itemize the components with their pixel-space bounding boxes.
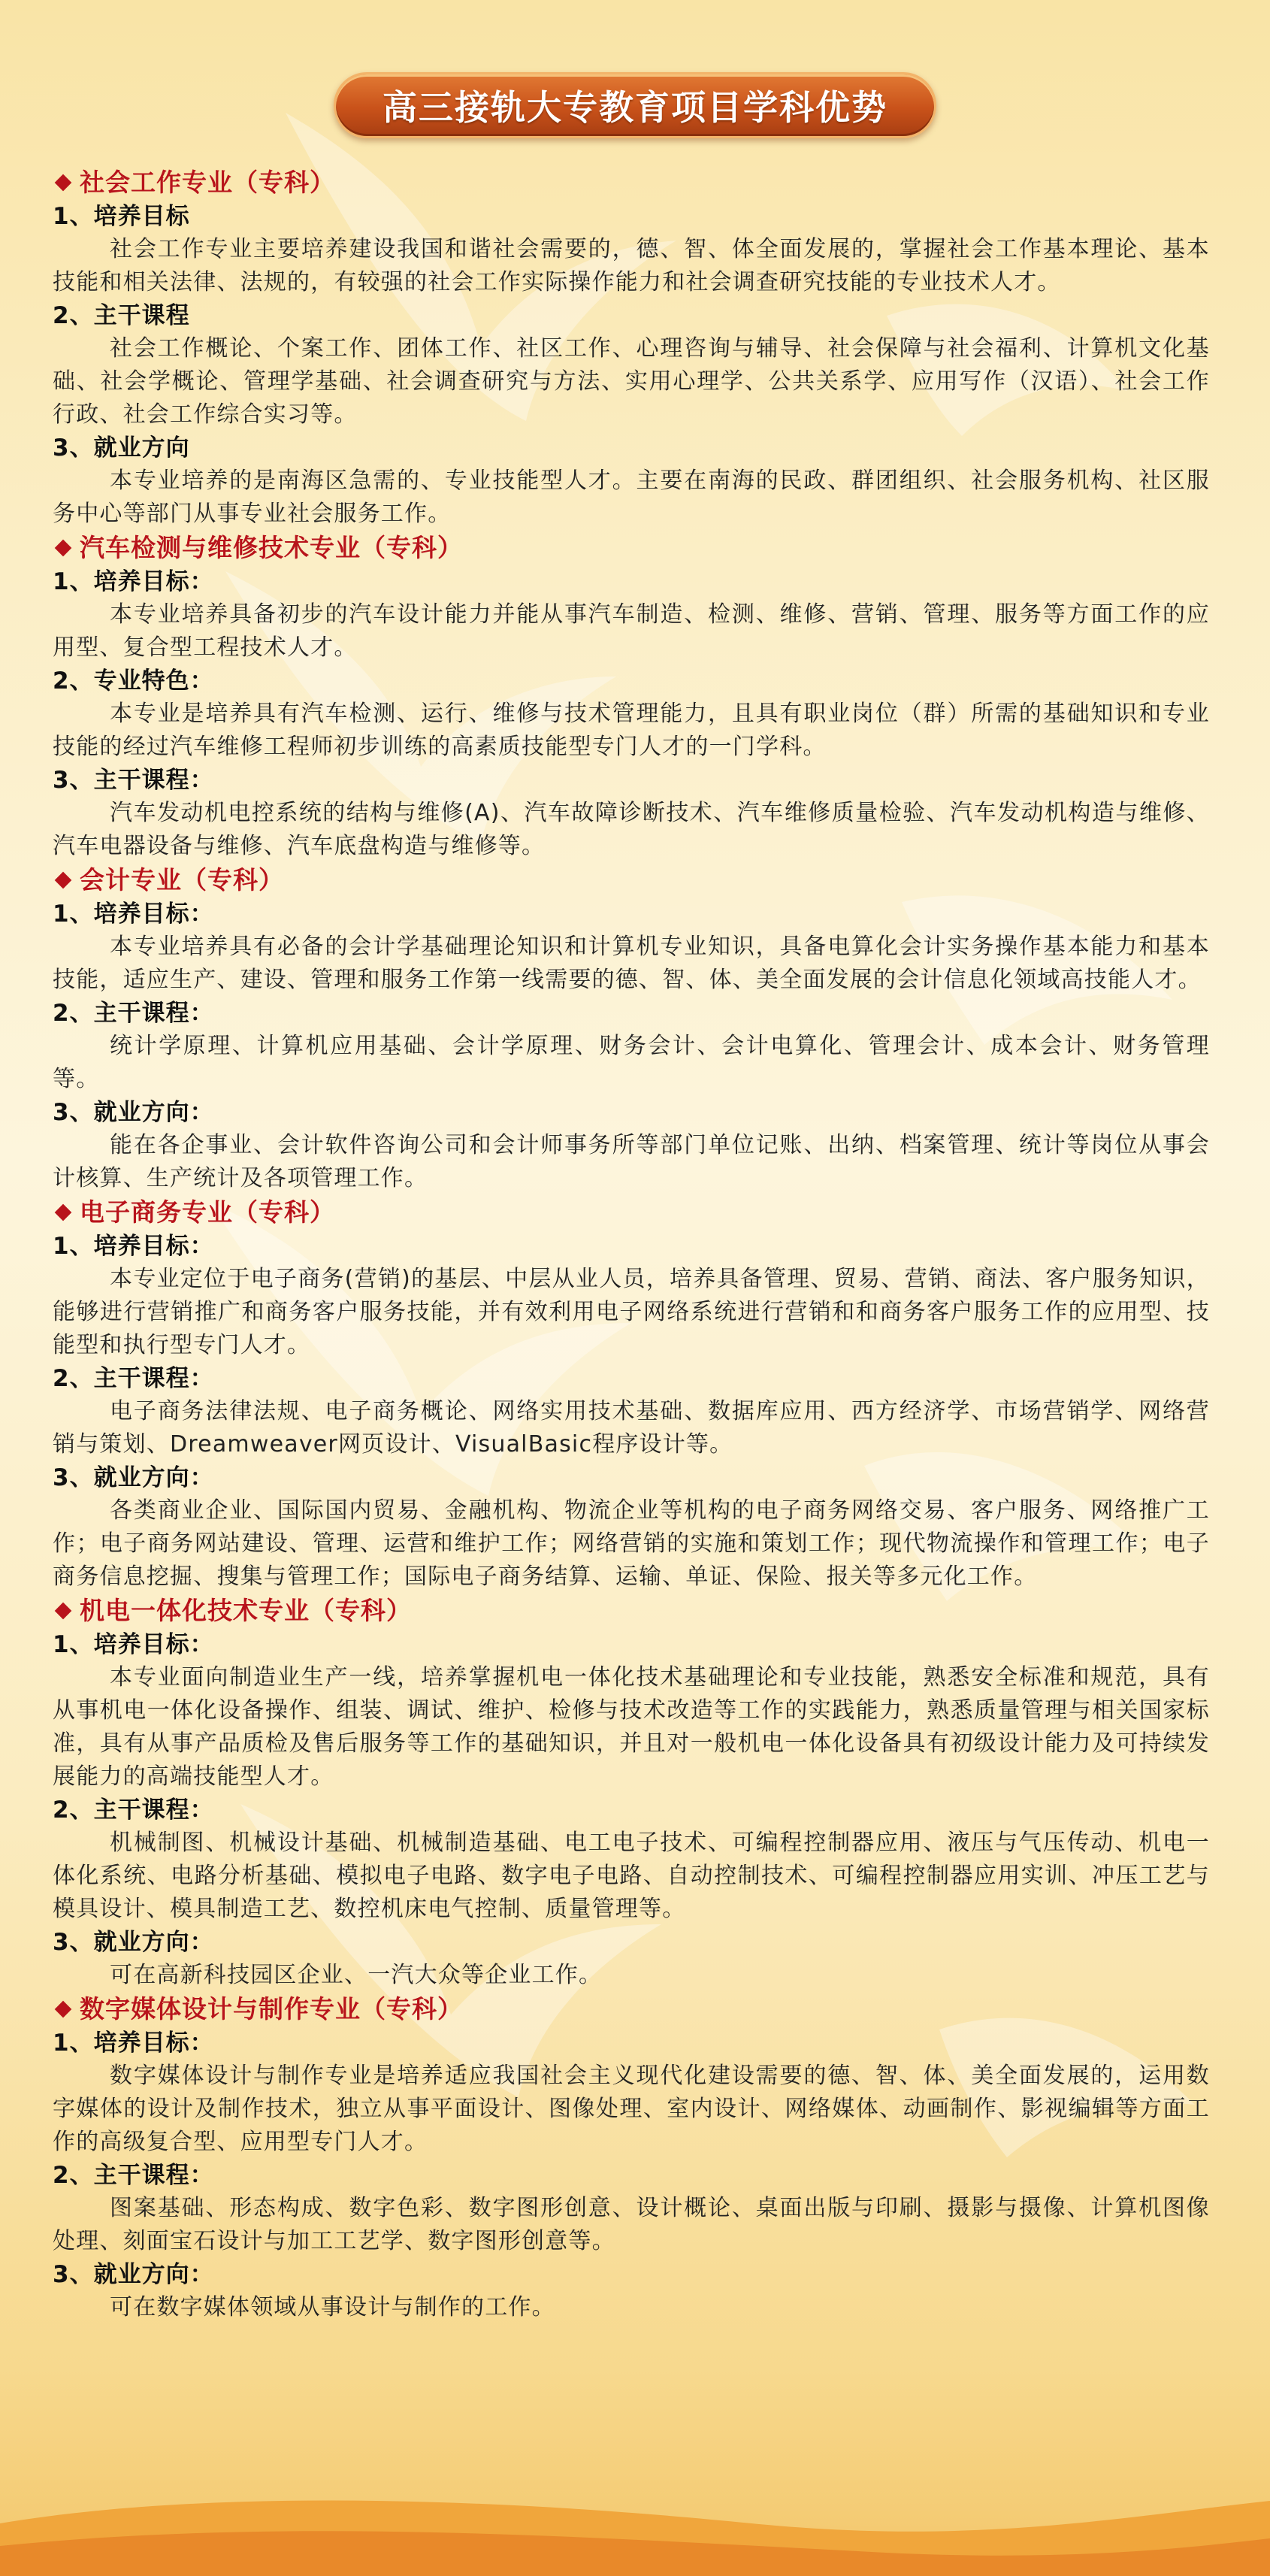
major-title [53, 165, 1210, 200]
title-banner [334, 72, 936, 138]
major-title [53, 863, 1210, 898]
major-name: 数字媒体设计与制作专业（专科） [80, 1994, 463, 2024]
section-heading: 2、主干课程： [53, 1000, 214, 1027]
content-area [53, 165, 1210, 2324]
section-heading: 2、主干课程： [53, 2162, 214, 2189]
major-name: 会计专业（专科） [80, 865, 284, 894]
section-heading: 2、主干课程 [53, 302, 190, 329]
major-title [53, 531, 1210, 565]
major-digital-media [53, 1992, 1210, 2324]
section-text: 本专业培养的是南海区急需的、专业技能型人才。主要在南海的民政、群团组织、社会服务机构、社区服务中心等部门从事专业社会服务工作。 [53, 468, 1210, 527]
major-mechatronics [53, 1594, 1210, 1992]
section-text: 能在各企事业、会计软件咨询公司和会计师事务所等部门单位记账、出纳、档案管理、统计等岗位从事会计核算、生产统计及各项管理工作。 [53, 1132, 1210, 1191]
section-text: 电子商务法律法规、电子商务概论、网络实用技术基础、数据库应用、西方经济学、市场营销学、网络营销与策划、Dreamweaver网页设计、VisualBasic程序设计等。 [53, 1398, 1210, 1458]
section-text: 汽车发动机电控系统的结构与维修(A)、汽车故障诊断技术、汽车维修质量检验、汽车发动机构造与维修、汽车电器设备与维修、汽车底盘构造与维修等。 [53, 800, 1210, 859]
diamond-bullet-icon [55, 1204, 72, 1221]
major-name: 机电一体化技术专业（专科） [80, 1596, 412, 1625]
section-text: 社会工作专业主要培养建设我国和谐社会需要的，德、智、体全面发展的，掌握社会工作基本理论、基本技能和相关法律、法规的，有较强的社会工作实际操作能力和社会调查研究技能的专业技术人才。 [53, 236, 1210, 295]
section-text: 本专业培养具备初步的汽车设计能力并能从事汽车制造、检测、维修、营销、管理、服务等方面工作的应用型、复合型工程技术人才。 [53, 601, 1210, 661]
section-heading: 1、培养目标： [53, 901, 214, 928]
section-text: 本专业面向制造业生产一线，培养掌握机电一体化技术基础理论和专业技能，熟悉安全标准和规范，具有从事机电一体化设备操作、组装、调试、维护、检修与技术改造等工作的实践能力，熟悉质量管理与相关国家标准，具有从事产品质检及售后服务等工作的基础知识，并且对一般机电一体化设备具有初级设计能力及可持续发展能力的高端技能型人才。 [53, 1664, 1210, 1790]
section-heading: 3、就业方向 [53, 434, 190, 462]
section-text: 统计学原理、计算机应用基础、会计学原理、财务会计、会计电算化、管理会计、成本会计、财务管理等。 [53, 1033, 1210, 1092]
diamond-bullet-icon [55, 1603, 72, 1620]
section-heading: 1、培养目标： [53, 1233, 214, 1260]
section-text: 机械制图、机械设计基础、机械制造基础、电工电子技术、可编程控制器应用、液压与气压传动、机电一体化系统、电路分析基础、模拟电子电路、数字电子电路、自动控制技术、可编程控制器应用实训、冲压工艺与模具设计、模具制造工艺、数控机床电气控制、质量管理等。 [53, 1830, 1210, 1922]
section-heading: 2、专业特色： [53, 667, 214, 695]
bottom-wave-decoration [0, 2471, 1270, 2576]
major-ecommerce [53, 1195, 1210, 1594]
section-text: 可在数字媒体领域从事设计与制作的工作。 [110, 2294, 555, 2320]
section-heading: 2、主干课程： [53, 1797, 214, 1824]
diamond-bullet-icon [55, 2001, 72, 2018]
section-text: 社会工作概论、个案工作、团体工作、社区工作、心理咨询与辅导、社会保障与社会福利、计算机文化基础、社会学概论、管理学基础、社会调查研究与方法、实用心理学、公共关系学、应用写作（汉语）、社会工作行政、社会工作综合实习等。 [53, 335, 1210, 428]
major-title [53, 1594, 1210, 1628]
major-name: 电子商务专业（专科） [80, 1197, 335, 1227]
section-text: 图案基础、形态构成、数字色彩、数字图形创意、设计概论、桌面出版与印刷、摄影与摄像、计算机图像处理、刻面宝石设计与加工工艺学、数字图形创意等。 [53, 2195, 1210, 2254]
section-heading: 1、培养目标： [53, 568, 214, 595]
major-title [53, 1195, 1210, 1230]
section-heading: 2、主干课程： [53, 1365, 214, 1392]
section-heading: 3、主干课程： [53, 767, 214, 794]
diamond-bullet-icon [55, 174, 72, 192]
section-heading: 1、培养目标： [53, 1631, 214, 1658]
section-text: 本专业培养具有必备的会计学基础理论知识和计算机专业知识，具备电算化会计实务操作基本能力和基本技能，适应生产、建设、管理和服务工作第一线需要的德、智、体、美全面发展的会计信息化领域高技能人才。 [53, 934, 1210, 993]
major-accounting [53, 863, 1210, 1195]
section-heading: 1、培养目标： [53, 2030, 214, 2057]
section-text: 本专业是培养具有汽车检测、运行、维修与技术管理能力，且具有职业岗位（群）所需的基础知识和专业技能的经过汽车维修工程师初步训练的高素质技能型专门人才的一门学科。 [53, 701, 1210, 760]
diamond-bullet-icon [55, 540, 72, 557]
major-name: 社会工作专业（专科） [80, 168, 335, 197]
major-auto-repair [53, 531, 1210, 863]
section-text: 本专业定位于电子商务(营销)的基层、中层从业人员，培养具备管理、贸易、营销、商法、客户服务知识，能够进行营销推广和商务客户服务技能，并有效利用电子网络系统进行营销和和商务客户服务工作的应用型、技能型和执行型专门人才。 [53, 1266, 1210, 1358]
section-heading: 3、就业方向： [53, 2261, 214, 2288]
section-heading: 3、就业方向： [53, 1099, 214, 1126]
section-heading: 3、就业方向： [53, 1464, 214, 1491]
section-text: 可在高新科技园区企业、一汽大众等企业工作。 [110, 1962, 603, 1988]
section-heading: 3、就业方向： [53, 1929, 214, 1956]
major-name: 汽车检测与维修技术专业（专科） [80, 533, 463, 562]
section-text: 数字媒体设计与制作专业是培养适应我国社会主义现代化建设需要的德、智、体、美全面发展的，运用数字媒体的设计及制作技术，独立从事平面设计、图像处理、室内设计、网络媒体、动画制作、影视编辑等方面工作的高级复合型、应用型专门人才。 [53, 2063, 1210, 2155]
diamond-bullet-icon [55, 872, 72, 889]
page-title: 高三接轨大专教育项目学科优势 [383, 87, 887, 128]
section-text: 各类商业企业、国际国内贸易、金融机构、物流企业等机构的电子商务网络交易、客户服务、网络推广工作；电子商务网站建设、管理、运营和维护工作；网络营销的实施和策划工作；现代物流操作和管理工作；电子商务信息挖掘、搜集与管理工作；国际电子商务结算、运输、单证、保险、报关等多元化工作。 [53, 1497, 1210, 1590]
major-social-work [53, 165, 1210, 531]
major-title [53, 1992, 1210, 2027]
section-heading: 1、培养目标 [53, 203, 190, 230]
